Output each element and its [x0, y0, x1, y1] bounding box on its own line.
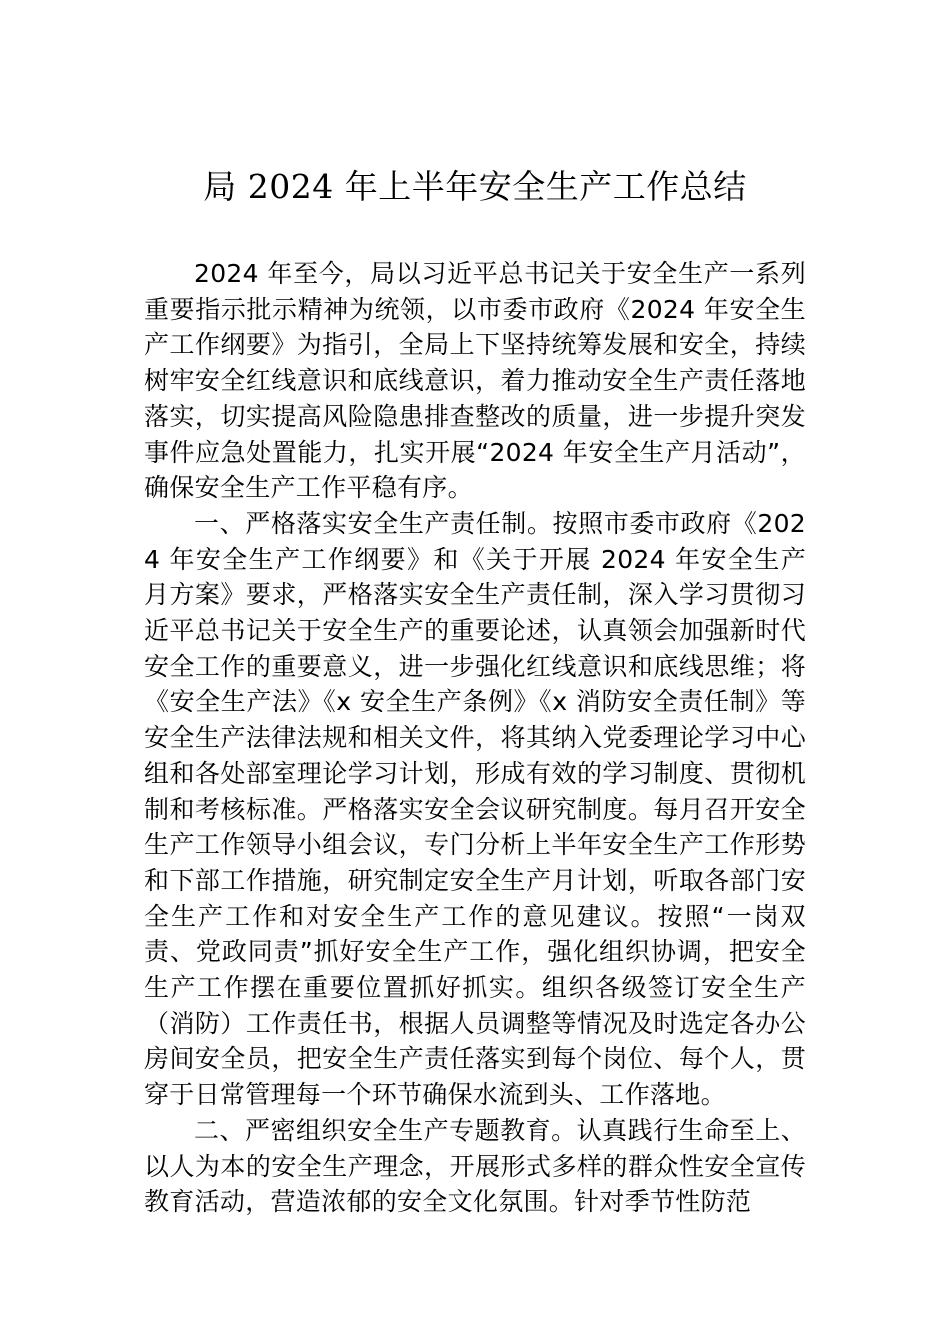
paragraph-intro: 2024 年至今，局以习近平总书记关于安全生产一系列重要指示批示精神为统领，以市委市政府《2024 年安全生产工作纲要》为指引，全局上下坚持统筹发展和安全，持续树牢安全红线意识和底线意识，着力推动安全生产责任落地落实，切实提高风险隐患排查整改的质量，进一步提升突发事件应急处置能力，扎实开展“2024 年安全生产月活动”，确保安全生产工作平稳有序。 [144, 259, 806, 503]
document-body [144, 256, 806, 1220]
document-title: 局 2024 年上半年安全生产工作总结 [203, 167, 747, 206]
paragraph-section-one: 一、严格落实安全生产责任制。按照市委市政府《2024 年安全生产工作纲要》和《关于开展 2024 年安全生产月方案》要求，严格落实安全生产责任制，深入学习贯彻习近平总书记关于安全生产的重要论述，认真领会加强新时代安全工作的重要意义，进一步强化红线意识和底线思维；将《安全生产法》《x 安全生产条例》《x 消防安全责任制》等安全生产法律法规和相关文件，将其纳入党委理论学习中心组和各处部室理论学习计划，形成有效的学习制度、贯彻机制和考核标准。严格落实安全会议研究制度。每月召开安全生产工作领导小组会议，专门分析上半年安全生产工作形势和下部工作措施，研究制定安全生产月计划，听取各部门安全生产工作和对安全生产工作的意见建议。按照“一岗双责、党政同责”抓好安全生产工作，强化组织协调，把安全生产工作摆在重要位置抓好抓实。组织各级签订安全生产（消防）工作责任书，根据人员调整等情况及时选定各办公房间安全员，把安全生产责任落实到每个岗位、每个人，贯穿于日常管理每一个环节确保水流到头、工作落地。 [144, 508, 806, 1110]
paragraph-section-two: 二、严密组织安全生产专题教育。认真践行生命至上、以人为本的安全生产理念，开展形式多样的群众性安全宣传教育活动，营造浓郁的安全文化氛围。针对季节性防范 [144, 1115, 806, 1217]
